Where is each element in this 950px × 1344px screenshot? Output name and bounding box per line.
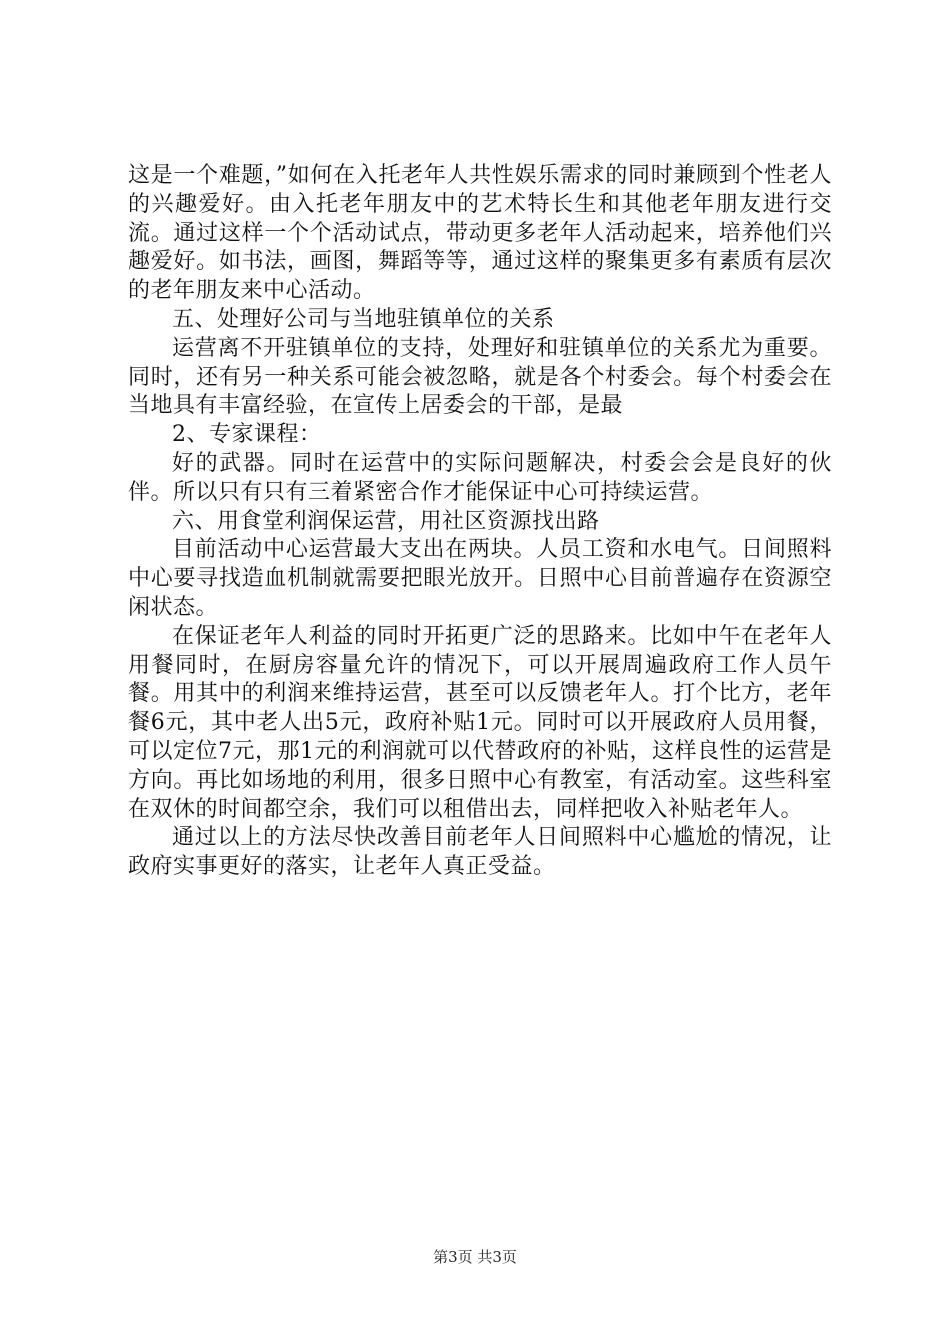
body-paragraph-5: 好的武器。同时在运营中的实际问题解决，村委会会是良好的伙伴。所以只有只有三着紧密合作才能保证中心可持续运营。 [128,450,832,505]
body-paragraph-3: 运营离不开驻镇单位的支持，处理好和驻镇单位的关系尤为重要。同时，还有另一种关系可能会被忽略，就是各个村委会。每个村委会在当地具有丰富经验，在宣传上居委会的干部，是最 [128,335,832,419]
section-heading-six: 六、用食堂利润保运营，用社区资源找出路 [172,508,600,534]
page-number-footer: 第3页 共3页 [433,1248,517,1266]
body-paragraph-8: 在保证老年人利益的同时开拓更广泛的思路来。比如中午在老年人用餐同时，在厨房容量允许的情况下，可以开展周遍政府工作人员午餐。用其中的利润来维持运营，甚至可以反馈老年人。打个比方，老年餐6元，其中老人出5元，政府补贴1元。同时可以开展政府人员用餐，可以定位7元，那1元的利润就可以代替政府的补贴，这样良性的运营是方向。再比如场地的利用，很多日照中心有教室，有活动室。这些科室在双休的时间都空余，我们可以租借出去，同样把收入补贴老年人。 [128,623,832,822]
body-paragraph-1: 这是一个难题，”如何在入托老年人共性娱乐需求的同时兼顾到个性老人的兴趣爱好。由入托老年朋友中的艺术特长生和其他老年朋友进行交流。通过这样一个个活动试点，带动更多老年人活动起来，培养他们兴趣爱好。如书法，画图，舞蹈等等，通过这样的聚集更多有素质有层次的老年朋友来中心活动。 [128,163,832,304]
body-paragraph-7: 目前活动中心运营最大支出在两块。人员工资和水电气。日间照料中心要寻找造血机制就需要把眼光放开。日照中心目前普遍存在资源空闲状态。 [128,537,832,620]
subheading-expert-course: 2、专家课程： [172,422,322,448]
section-heading-five: 五、处理好公司与当地驻镇单位的关系 [172,306,555,332]
document-body [128,162,832,882]
body-paragraph-9: 通过以上的方法尽快改善目前老年人日间照料中心尴尬的情况，让政府实事更好的落实，让老年人真正受益。 [128,825,832,880]
